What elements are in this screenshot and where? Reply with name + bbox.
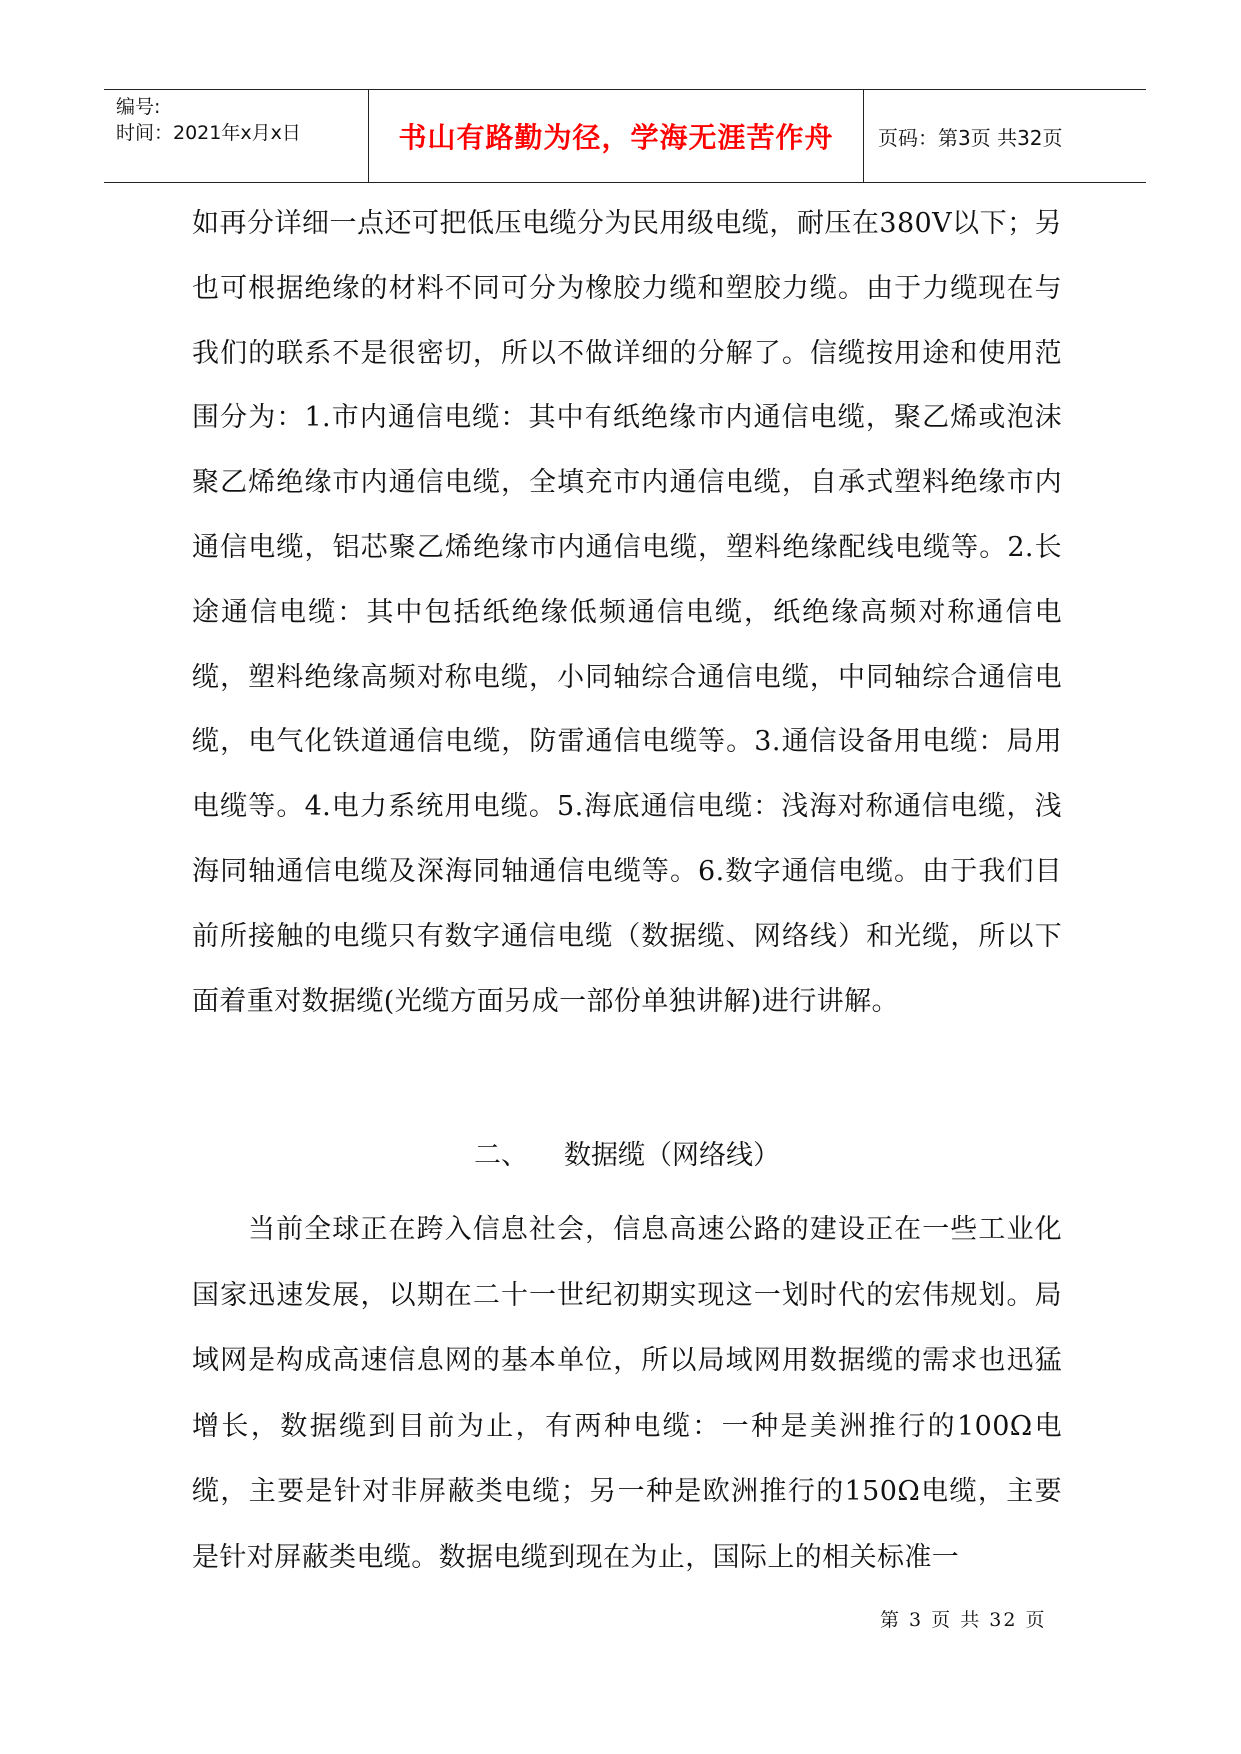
section-number: 二、 (474, 1140, 528, 1171)
header-meta (104, 90, 369, 182)
section-heading (192, 1132, 1062, 1180)
page-header (104, 89, 1146, 183)
section-title: 数据缆（网络线） (564, 1140, 780, 1171)
paragraph-cable-types: 如再分详细一点还可把低压电缆分为民用级电缆，耐压在380V以下；另也可根据绝缘的材料不同可分为橡胶力缆和塑胶力缆。由于力缆现在与我们的联系不是很密切，所以不做详细的分解了。信缆按用途和使用范围分为：1.市内通信电缆：其中有纸绝缘市内通信电缆，聚乙烯或泡沫聚乙烯绝缘市内通信电缆，全填充市内通信电缆，自承式塑料绝缘市内通信电缆，铝芯聚乙烯绝缘市内通信电缆，塑料绝缘配线电缆等。2.长途通信电缆：其中包括纸绝缘低频通信电缆，纸绝缘高频对称通信电缆，塑料绝缘高频对称电缆，小同轴综合通信电缆，中同轴综合通信电缆，电气化铁道通信电缆，防雷通信电缆等。3.通信设备用电缆：局用电缆等。4.电力系统用电缆。5.海底通信电缆：浅海对称通信电缆，浅海同轴通信电缆及深海同轴通信电缆等。6.数字通信电缆。由于我们目前所接触的电缆只有数字通信电缆（数据缆、网络线）和光缆，所以下面着重对数据缆(光缆方面另成一部份单独讲解)进行讲解。 (192, 208, 1062, 1017)
page-footer: 第 3 页 共 32 页 (880, 1609, 1047, 1631)
header-motto: 书山有路勤为径，学海无涯苦作舟 (369, 90, 864, 182)
body-section-2 (192, 1197, 1062, 1591)
header-page-info: 页码：第3页 共32页 (878, 125, 1063, 150)
paragraph-data-cable: 当前全球正在跨入信息社会，信息高速公路的建设正在一些工业化国家迅速发展，以期在二十一世纪初期实现这一划时代的宏伟规划。局域网是构成高速信息网的基本单位，所以局域网用数据缆的需求也迅猛增长，数据缆到目前为止，有两种电缆：一种是美洲推行的100Ω电缆，主要是针对非屏蔽类电缆；另一种是欧洲推行的150Ω电缆，主要是针对屏蔽类电缆。数据电缆到现在为止，国际上的相关标准一 (192, 1214, 1062, 1573)
document-time: 时间：2021年x月x日 (116, 122, 301, 144)
body-section-1 (192, 192, 1062, 1034)
document-number-label: 编号: (116, 96, 161, 118)
